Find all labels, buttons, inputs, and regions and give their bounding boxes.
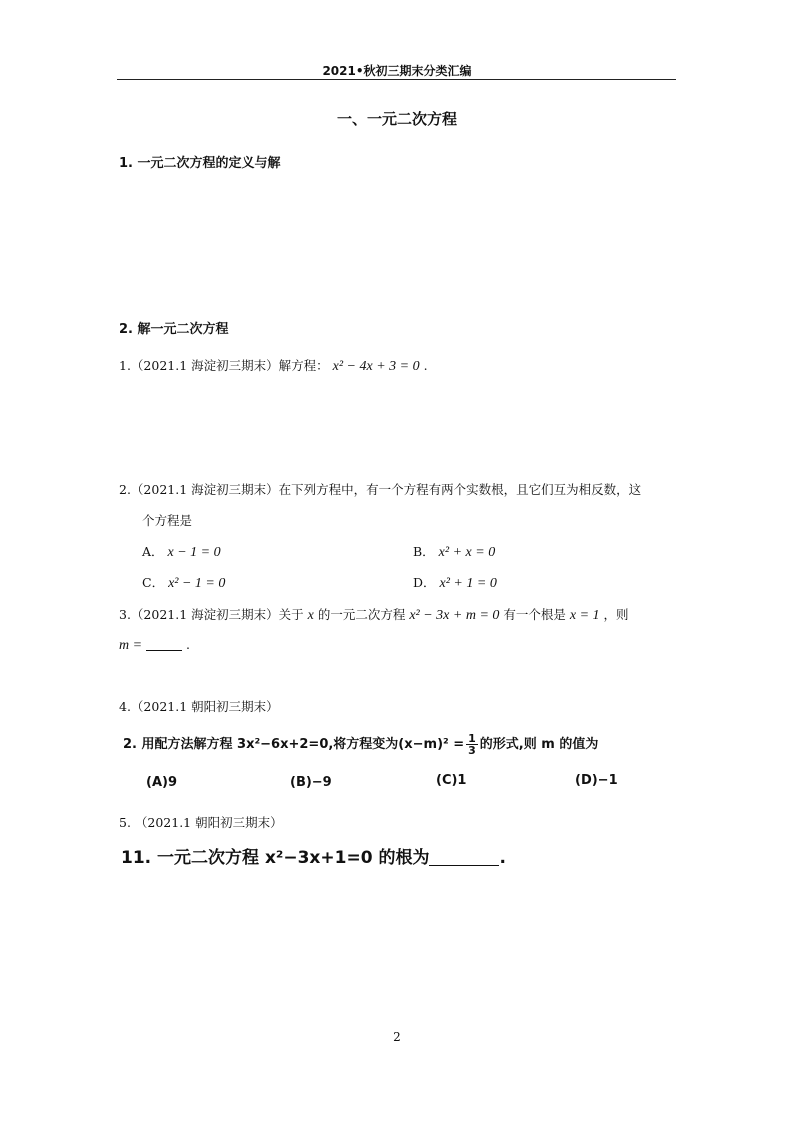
question-5-scanned-text xyxy=(121,843,506,868)
question-3-line-1 xyxy=(119,605,629,624)
chapter-title: 一、一元二次方程 xyxy=(336,110,457,128)
question-3-answer-label: m = xyxy=(119,638,143,653)
question-2-option-b xyxy=(413,542,495,561)
question-5-source: 5. （2021.1 朝阳初三期末） xyxy=(119,815,283,830)
question-2-option-d xyxy=(413,573,497,592)
question-3-equation: x² − 3x + m = 0 xyxy=(409,608,500,623)
page-number: 2 xyxy=(393,1030,401,1044)
option-label: A． xyxy=(142,544,164,559)
question-3-mid: 的一元二次方程 xyxy=(317,607,406,622)
option-label: D． xyxy=(413,575,436,590)
question-3-root: x = 1 xyxy=(569,608,600,623)
question-2-line-1: 2.（2021.1 海淀初三期末）在下列方程中，有一个方程有两个实数根，且它们互为相反数，这 xyxy=(119,482,642,497)
fraction xyxy=(466,733,478,756)
option-label: B． xyxy=(413,544,435,559)
question-4-source: 4.（2021.1 朝阳初三期末） xyxy=(119,699,279,714)
question-5-end: . xyxy=(499,848,506,868)
answer-blank[interactable] xyxy=(429,849,499,866)
question-1-prefix: 1.（2021.1 海淀初三期末）解方程： xyxy=(119,358,329,373)
question-4-scanned-text xyxy=(123,733,598,756)
section-2-title: 2. 解一元二次方程 xyxy=(119,322,229,337)
answer-blank[interactable] xyxy=(146,638,182,651)
question-2-option-c xyxy=(142,573,225,592)
question-2-option-a xyxy=(142,542,221,561)
question-3-line-2-end: . xyxy=(186,637,191,652)
question-1-equation: x² − 4x + 3 = 0 xyxy=(332,359,420,374)
question-4-text-b: 的形式,则 m 的值为 xyxy=(479,737,599,752)
question-4-text-a: 2. 用配方法解方程 3x²−6x+2=0,将方程变为(x−m)² = xyxy=(123,737,465,752)
question-3-line-2 xyxy=(119,637,190,654)
question-3-end: ，则 xyxy=(603,607,629,622)
question-4-option-c: (C)1 xyxy=(436,773,467,788)
page-header: 2021•秋初三期末分类汇编 xyxy=(322,64,472,78)
section-1-title: 1. 一元二次方程的定义与解 xyxy=(119,156,281,171)
option-equation: x − 1 = 0 xyxy=(167,545,221,560)
question-4-option-b: (B)−9 xyxy=(290,775,332,790)
question-1 xyxy=(119,356,428,375)
option-equation: x² + x = 0 xyxy=(438,545,496,560)
question-3-prefix: 3.（2021.1 海淀初三期末）关于 xyxy=(119,607,304,622)
fraction-numerator: 1 xyxy=(468,732,476,745)
option-label: C． xyxy=(142,575,165,590)
header-rule xyxy=(117,79,676,80)
question-3-mid2: 有一个根是 xyxy=(503,607,566,622)
question-5-text: 11. 一元二次方程 x²−3x+1=0 的根为 xyxy=(121,848,430,868)
question-2-line-2: 个方程是 xyxy=(142,513,193,528)
option-equation: x² + 1 = 0 xyxy=(439,576,497,591)
question-1-end: . xyxy=(423,358,428,373)
question-4-option-d: (D)−1 xyxy=(575,773,618,788)
question-3-variable: x xyxy=(307,608,314,623)
question-4-option-a: (A)9 xyxy=(146,775,177,790)
fraction-denominator: 3 xyxy=(468,744,476,757)
option-equation: x² − 1 = 0 xyxy=(168,576,226,591)
